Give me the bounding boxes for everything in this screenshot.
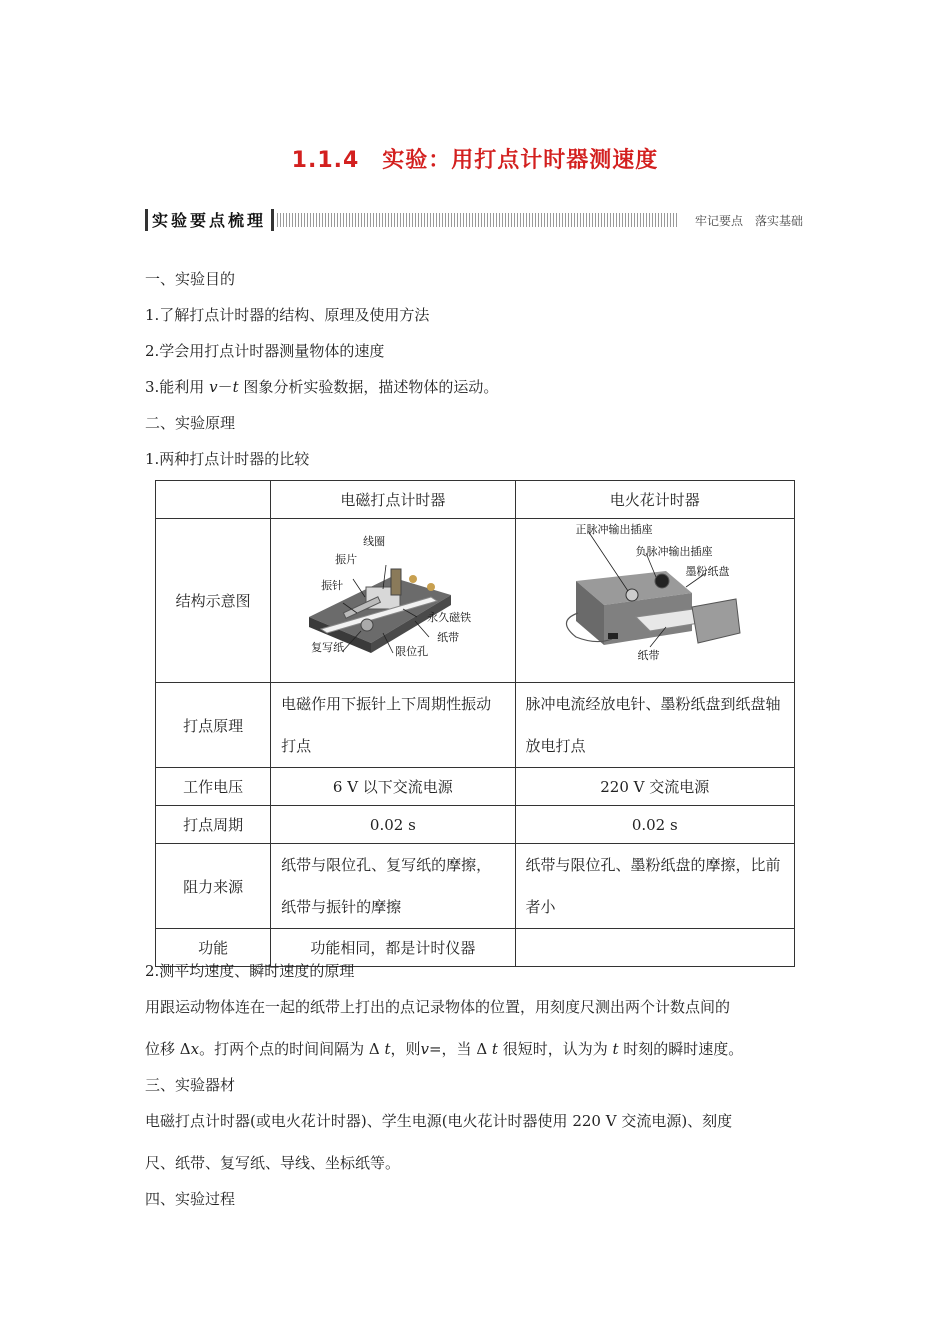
row-label: 结构示意图 xyxy=(156,519,271,683)
objective-1: 1.了解打点计时器的结构、原理及使用方法 xyxy=(145,306,430,324)
banner-label: 实验要点梳理 xyxy=(152,211,267,230)
objective-2: 2.学会用打点计时器测量物体的速度 xyxy=(145,342,385,360)
em-diagram-cell xyxy=(271,519,515,683)
row-label: 功能 xyxy=(156,929,271,967)
text-seg: 。打两个点的时间间隔为 Δ xyxy=(199,1040,385,1058)
table-row xyxy=(156,683,795,768)
comparison-table xyxy=(155,480,795,967)
em-cell: 功能相同，都是计时仪器 xyxy=(271,929,515,967)
em-label-carbon: 复写纸 xyxy=(311,640,345,654)
banner-bar-mid xyxy=(271,209,274,231)
table-row-structure xyxy=(156,519,795,683)
spark-timer-diagram xyxy=(516,521,794,681)
em-label-limit-hole: 限位孔 xyxy=(395,644,429,658)
spark-label-tape: 纸带 xyxy=(637,648,660,662)
header-cell-em: 电磁打点计时器 xyxy=(271,481,515,519)
heading-principle: 二、实验原理 xyxy=(145,414,236,432)
em-label-vibrator: 振片 xyxy=(335,552,358,566)
var-t: t xyxy=(232,378,239,396)
text-seg: =，当 Δ xyxy=(428,1040,492,1058)
row-label: 工作电压 xyxy=(156,768,271,806)
section-banner xyxy=(145,205,815,233)
em-cell: 0.02 s xyxy=(271,806,515,844)
em-label-tape: 纸带 xyxy=(437,630,460,644)
banner-right-text: 牢记要点 落实基础 xyxy=(694,214,803,228)
text-seg: 位移 Δ xyxy=(145,1040,191,1058)
heading-objective: 一、实验目的 xyxy=(145,270,236,288)
header-cell-spark: 电火花计时器 xyxy=(515,481,794,519)
spark-label-toner-disk: 墨粉纸盘 xyxy=(685,564,730,578)
em-cell: 电磁作用下振针上下周期性振动打点 xyxy=(271,683,515,768)
spark-cell: 0.02 s xyxy=(515,806,794,844)
page-title: 1.1.4 实验：用打点计时器测速度 xyxy=(291,148,659,173)
principle-1: 1.两种打点计时器的比较 xyxy=(145,450,310,468)
em-cell: 纸带与限位孔、复写纸的摩擦，纸带与振针的摩擦 xyxy=(271,844,515,929)
row-label: 阻力来源 xyxy=(156,844,271,929)
banner-stripes xyxy=(277,213,677,227)
equipment-paragraph-2: 尺、纸带、复写纸、导线、坐标纸等。 xyxy=(145,1154,401,1172)
em-label-magnet: 永久磁铁 xyxy=(427,610,472,624)
var-v: v xyxy=(420,1040,429,1058)
principle-2: 2.测平均速度、瞬时速度的原理 xyxy=(145,962,355,980)
dash: － xyxy=(217,378,233,396)
table-header-row xyxy=(156,481,795,519)
spark-label-neg-socket: 负脉冲输出插座 xyxy=(635,544,713,558)
var-t: t xyxy=(384,1040,391,1058)
banner-bar-left xyxy=(145,209,148,231)
text-seg: ，则 xyxy=(390,1040,421,1058)
em-label-needle: 振针 xyxy=(321,578,344,592)
heading-process: 四、实验过程 xyxy=(145,1190,236,1208)
header-cell-empty xyxy=(156,481,271,519)
heading-equipment: 三、实验器材 xyxy=(145,1076,236,1094)
principle-paragraph-1: 用跟运动物体连在一起的纸带上打出的点记录物体的位置，用刻度尺测出两个计数点间的 xyxy=(145,998,731,1016)
em-label-coil: 线圈 xyxy=(363,534,386,548)
objective-3-post: 图象分析实验数据，描述物体的运动。 xyxy=(238,378,499,396)
table-row xyxy=(156,844,795,929)
var-t: t xyxy=(491,1040,498,1058)
equipment-paragraph-1: 电磁打点计时器(或电火花计时器)、学生电源(电火花计时器使用 220 V 交流电源)、刻度 xyxy=(145,1112,733,1130)
spark-diagram-cell xyxy=(515,519,794,683)
var-x: x xyxy=(190,1040,200,1058)
text-seg: 很短时，认为为 xyxy=(497,1040,613,1058)
principle-paragraph-2 xyxy=(145,1038,743,1059)
em-timer-illustration xyxy=(271,521,514,681)
var-t: t xyxy=(612,1040,619,1058)
table-row xyxy=(156,768,795,806)
text-seg: 时刻的瞬时速度。 xyxy=(618,1040,744,1058)
spark-label-pos-socket: 正脉冲输出插座 xyxy=(575,522,653,536)
objective-3-pre: 3.能利用 xyxy=(145,378,210,396)
spark-cell: 220 V 交流电源 xyxy=(515,768,794,806)
table-row xyxy=(156,806,795,844)
em-cell: 6 V 以下交流电源 xyxy=(271,768,515,806)
row-label: 打点原理 xyxy=(156,683,271,768)
objective-3 xyxy=(145,376,498,397)
spark-cell: 脉冲电流经放电针、墨粉纸盘到纸盘轴放电打点 xyxy=(515,683,794,768)
spark-cell: 纸带与限位孔、墨粉纸盘的摩擦，比前者小 xyxy=(515,844,794,929)
em-timer-diagram xyxy=(271,521,514,681)
spark-cell xyxy=(515,929,794,967)
var-v: v xyxy=(209,378,218,396)
row-label: 打点周期 xyxy=(156,806,271,844)
